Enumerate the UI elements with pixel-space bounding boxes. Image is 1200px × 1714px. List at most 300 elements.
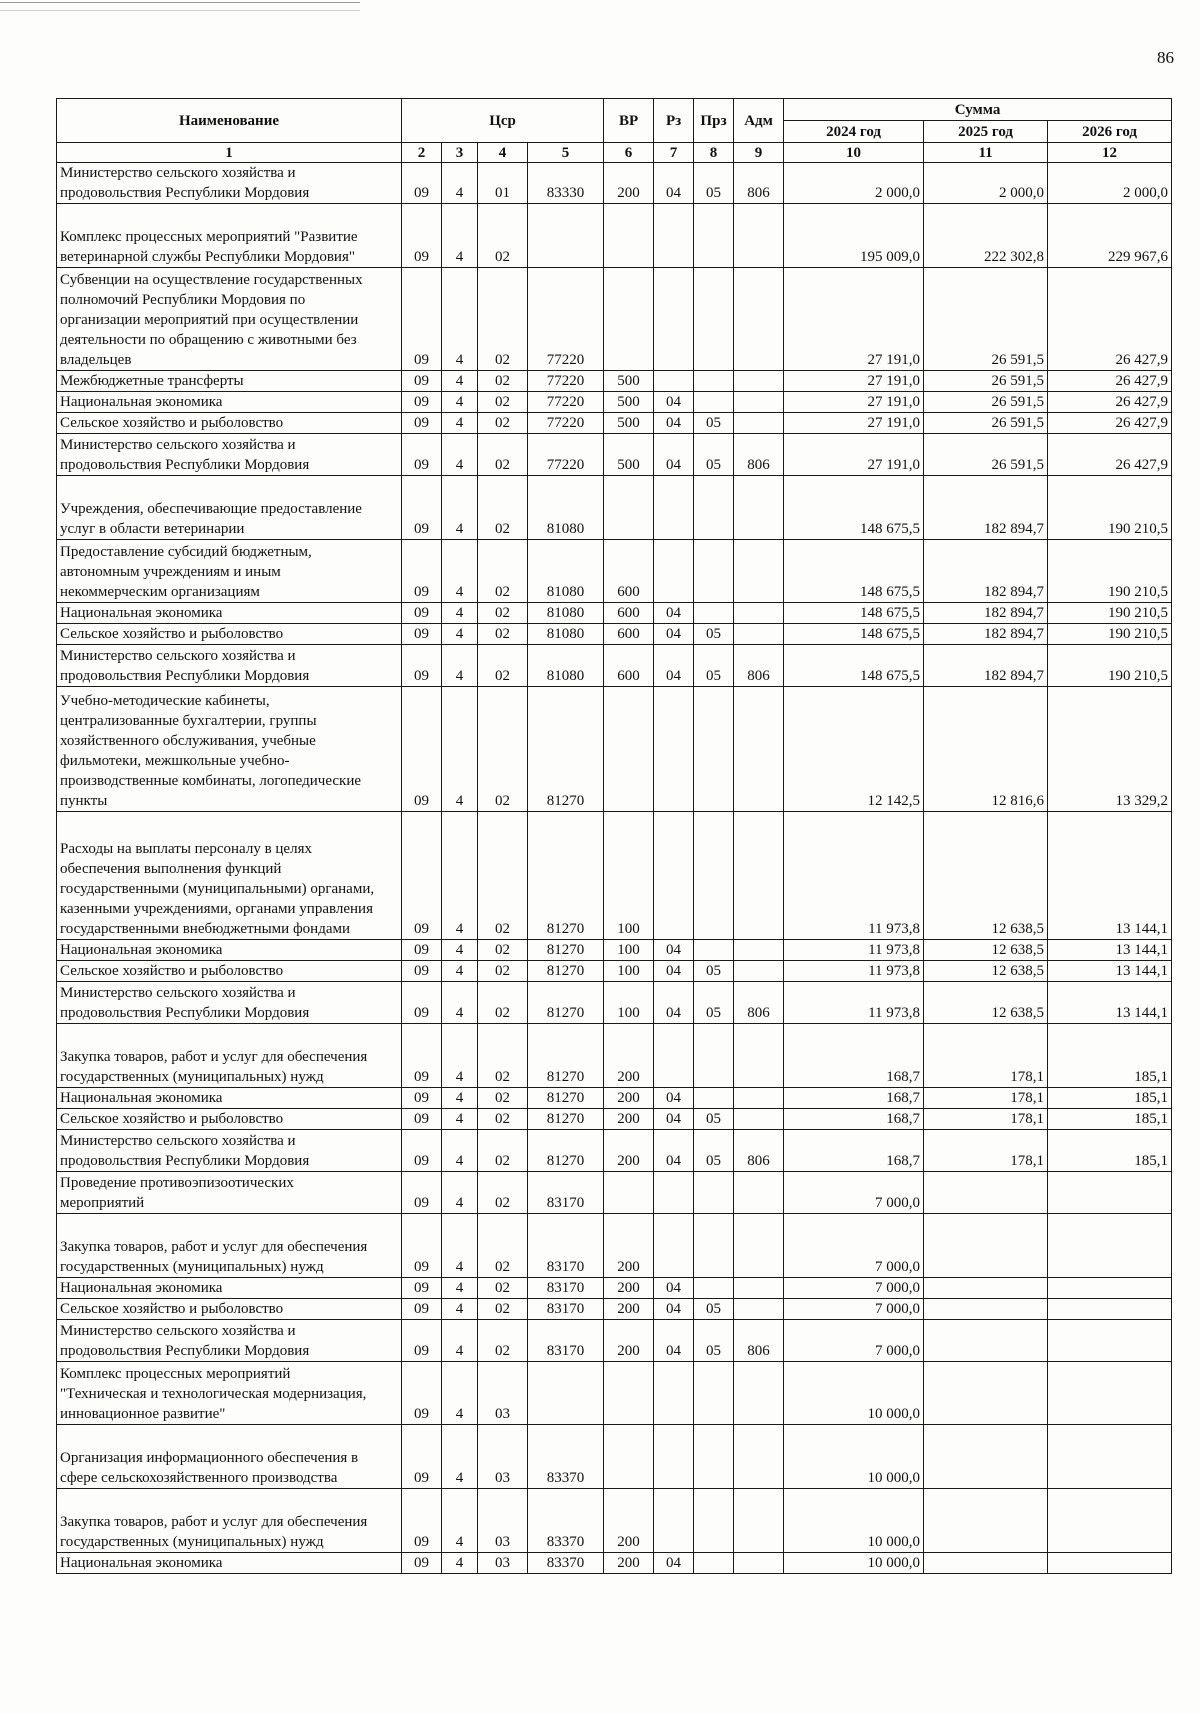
csr-4-cell: 81080 xyxy=(528,624,604,645)
csr-1-cell: 09 xyxy=(402,603,442,624)
name-cell: Предоставление субсидий бюджетным, автономным учреждениям и иным некоммерческим организациям xyxy=(57,540,402,603)
csr-2-cell: 4 xyxy=(442,540,478,603)
amount-2025-cell xyxy=(924,1320,1048,1362)
vr-cell: 600 xyxy=(604,603,654,624)
prz-cell xyxy=(694,812,734,940)
name-cell: Национальная экономика xyxy=(57,1088,402,1109)
csr-2-cell: 4 xyxy=(442,1088,478,1109)
amount-2024-cell: 168,7 xyxy=(784,1024,924,1088)
prz-cell: 05 xyxy=(694,1130,734,1172)
csr-2-cell: 4 xyxy=(442,1299,478,1320)
amount-2025-cell: 182 894,7 xyxy=(924,540,1048,603)
amount-2026-cell: 13 329,2 xyxy=(1048,687,1172,812)
csr-2-cell: 4 xyxy=(442,1214,478,1278)
name-cell: Национальная экономика xyxy=(57,1278,402,1299)
amount-2026-cell: 13 144,1 xyxy=(1048,940,1172,961)
table-row xyxy=(57,1362,1172,1425)
csr-1-cell: 09 xyxy=(402,1172,442,1214)
rz-cell xyxy=(654,371,694,392)
csr-3-cell: 02 xyxy=(478,1130,528,1172)
amount-2025-cell: 26 591,5 xyxy=(924,413,1048,434)
header-prz: Прз xyxy=(694,99,734,143)
rz-cell: 04 xyxy=(654,961,694,982)
prz-cell: 05 xyxy=(694,163,734,204)
scan-edge-line xyxy=(0,10,360,11)
prz-cell: 05 xyxy=(694,645,734,687)
vr-cell: 200 xyxy=(604,163,654,204)
amount-2026-cell: 26 427,9 xyxy=(1048,392,1172,413)
table-row xyxy=(57,1425,1172,1489)
header-year-2025: 2025 год xyxy=(924,121,1048,143)
adm-cell xyxy=(734,1024,784,1088)
csr-2-cell: 4 xyxy=(442,1109,478,1130)
rz-cell xyxy=(654,1425,694,1489)
csr-2-cell: 4 xyxy=(442,624,478,645)
amount-2025-cell: 182 894,7 xyxy=(924,624,1048,645)
csr-3-cell: 02 xyxy=(478,434,528,476)
vr-cell: 500 xyxy=(604,413,654,434)
amount-2024-cell: 7 000,0 xyxy=(784,1278,924,1299)
csr-4-cell: 77220 xyxy=(528,413,604,434)
name-cell: Министерство сельского хозяйства и продовольствия Республики Мордовия xyxy=(57,1320,402,1362)
amount-2026-cell: 13 144,1 xyxy=(1048,982,1172,1024)
table-row xyxy=(57,540,1172,603)
amount-2026-cell: 190 210,5 xyxy=(1048,645,1172,687)
column-number-cell: 7 xyxy=(654,143,694,163)
amount-2024-cell: 11 973,8 xyxy=(784,982,924,1024)
vr-cell: 600 xyxy=(604,624,654,645)
csr-3-cell: 03 xyxy=(478,1362,528,1425)
vr-cell: 500 xyxy=(604,392,654,413)
name-cell: Министерство сельского хозяйства и продовольствия Республики Мордовия xyxy=(57,434,402,476)
amount-2025-cell: 12 638,5 xyxy=(924,812,1048,940)
csr-1-cell: 09 xyxy=(402,413,442,434)
csr-2-cell: 4 xyxy=(442,1553,478,1574)
column-number-cell: 6 xyxy=(604,143,654,163)
prz-cell: 05 xyxy=(694,1109,734,1130)
name-cell: Сельское хозяйство и рыболовство xyxy=(57,1299,402,1320)
name-cell: Сельское хозяйство и рыболовство xyxy=(57,961,402,982)
csr-4-cell: 77220 xyxy=(528,434,604,476)
rz-cell: 04 xyxy=(654,1109,694,1130)
csr-3-cell: 02 xyxy=(478,961,528,982)
csr-4-cell: 77220 xyxy=(528,268,604,371)
csr-4-cell: 83330 xyxy=(528,163,604,204)
amount-2026-cell: 190 210,5 xyxy=(1048,540,1172,603)
amount-2024-cell: 7 000,0 xyxy=(784,1214,924,1278)
table-row xyxy=(57,1553,1172,1574)
csr-2-cell: 4 xyxy=(442,434,478,476)
prz-cell xyxy=(694,204,734,268)
amount-2025-cell xyxy=(924,1214,1048,1278)
amount-2026-cell: 26 427,9 xyxy=(1048,268,1172,371)
csr-3-cell: 01 xyxy=(478,163,528,204)
name-cell: Национальная экономика xyxy=(57,1553,402,1574)
csr-2-cell: 4 xyxy=(442,204,478,268)
column-number-row xyxy=(57,143,1172,163)
csr-1-cell: 09 xyxy=(402,645,442,687)
adm-cell xyxy=(734,603,784,624)
adm-cell xyxy=(734,268,784,371)
csr-2-cell: 4 xyxy=(442,268,478,371)
amount-2024-cell: 148 675,5 xyxy=(784,603,924,624)
csr-3-cell: 03 xyxy=(478,1489,528,1553)
csr-3-cell: 02 xyxy=(478,812,528,940)
name-cell: Сельское хозяйство и рыболовство xyxy=(57,1109,402,1130)
adm-cell xyxy=(734,1214,784,1278)
column-number-cell: 4 xyxy=(478,143,528,163)
amount-2024-cell: 27 191,0 xyxy=(784,268,924,371)
rz-cell xyxy=(654,812,694,940)
prz-cell xyxy=(694,476,734,540)
csr-3-cell: 02 xyxy=(478,1320,528,1362)
csr-1-cell: 09 xyxy=(402,540,442,603)
csr-3-cell: 02 xyxy=(478,1278,528,1299)
prz-cell: 05 xyxy=(694,1299,734,1320)
csr-3-cell: 02 xyxy=(478,687,528,812)
csr-4-cell: 83170 xyxy=(528,1214,604,1278)
vr-cell: 200 xyxy=(604,1299,654,1320)
amount-2024-cell: 148 675,5 xyxy=(784,624,924,645)
rz-cell: 04 xyxy=(654,603,694,624)
amount-2025-cell: 12 816,6 xyxy=(924,687,1048,812)
table-row xyxy=(57,645,1172,687)
prz-cell xyxy=(694,1362,734,1425)
csr-1-cell: 09 xyxy=(402,204,442,268)
amount-2025-cell xyxy=(924,1425,1048,1489)
amount-2024-cell: 195 009,0 xyxy=(784,204,924,268)
csr-3-cell: 02 xyxy=(478,392,528,413)
prz-cell xyxy=(694,1214,734,1278)
rz-cell: 04 xyxy=(654,1320,694,1362)
csr-3-cell: 02 xyxy=(478,982,528,1024)
csr-1-cell: 09 xyxy=(402,812,442,940)
amount-2025-cell: 182 894,7 xyxy=(924,603,1048,624)
rz-cell xyxy=(654,476,694,540)
rz-cell: 04 xyxy=(654,392,694,413)
rz-cell: 04 xyxy=(654,645,694,687)
amount-2025-cell: 222 302,8 xyxy=(924,204,1048,268)
name-cell: Сельское хозяйство и рыболовство xyxy=(57,624,402,645)
csr-1-cell: 09 xyxy=(402,1320,442,1362)
vr-cell xyxy=(604,268,654,371)
prz-cell: 05 xyxy=(694,961,734,982)
csr-3-cell: 03 xyxy=(478,1553,528,1574)
csr-1-cell: 09 xyxy=(402,392,442,413)
csr-2-cell: 4 xyxy=(442,1489,478,1553)
csr-2-cell: 4 xyxy=(442,603,478,624)
csr-1-cell: 09 xyxy=(402,1088,442,1109)
amount-2026-cell: 185,1 xyxy=(1048,1130,1172,1172)
table-row xyxy=(57,1024,1172,1088)
rz-cell xyxy=(654,204,694,268)
csr-1-cell: 09 xyxy=(402,163,442,204)
amount-2025-cell: 26 591,5 xyxy=(924,371,1048,392)
vr-cell: 200 xyxy=(604,1109,654,1130)
header-summa: Сумма xyxy=(784,99,1172,121)
prz-cell xyxy=(694,540,734,603)
name-cell: Комплекс процессных мероприятий "Развитие ветеринарной службы Республики Мордовия" xyxy=(57,204,402,268)
rz-cell: 04 xyxy=(654,434,694,476)
amount-2026-cell: 2 000,0 xyxy=(1048,163,1172,204)
rz-cell: 04 xyxy=(654,1553,694,1574)
csr-3-cell: 02 xyxy=(478,1109,528,1130)
table-row xyxy=(57,603,1172,624)
csr-1-cell: 09 xyxy=(402,687,442,812)
csr-4-cell: 83170 xyxy=(528,1278,604,1299)
csr-2-cell: 4 xyxy=(442,476,478,540)
table-row xyxy=(57,392,1172,413)
amount-2025-cell: 178,1 xyxy=(924,1088,1048,1109)
vr-cell: 200 xyxy=(604,1489,654,1553)
amount-2025-cell: 12 638,5 xyxy=(924,961,1048,982)
csr-3-cell: 02 xyxy=(478,1299,528,1320)
amount-2024-cell: 7 000,0 xyxy=(784,1320,924,1362)
csr-3-cell: 02 xyxy=(478,268,528,371)
rz-cell xyxy=(654,1362,694,1425)
amount-2025-cell: 178,1 xyxy=(924,1130,1048,1172)
name-cell: Национальная экономика xyxy=(57,940,402,961)
name-cell: Министерство сельского хозяйства и продовольствия Республики Мордовия xyxy=(57,1130,402,1172)
csr-1-cell: 09 xyxy=(402,1109,442,1130)
vr-cell xyxy=(604,1172,654,1214)
name-cell: Министерство сельского хозяйства и продовольствия Республики Мордовия xyxy=(57,645,402,687)
vr-cell: 100 xyxy=(604,812,654,940)
name-cell: Учебно-методические кабинеты, централизованные бухгалтерии, группы хозяйственного обслуживания, учебные фильмотеки, межшкольные учебно- производственные комбинаты, логопедические пункты xyxy=(57,687,402,812)
csr-4-cell: 81080 xyxy=(528,603,604,624)
table-row xyxy=(57,1109,1172,1130)
adm-cell: 806 xyxy=(734,434,784,476)
amount-2026-cell: 190 210,5 xyxy=(1048,624,1172,645)
csr-4-cell xyxy=(528,1362,604,1425)
amount-2026-cell: 13 144,1 xyxy=(1048,812,1172,940)
adm-cell xyxy=(734,371,784,392)
csr-1-cell: 09 xyxy=(402,1024,442,1088)
csr-2-cell: 4 xyxy=(442,413,478,434)
adm-cell: 806 xyxy=(734,1320,784,1362)
amount-2026-cell: 185,1 xyxy=(1048,1109,1172,1130)
table-row xyxy=(57,982,1172,1024)
vr-cell xyxy=(604,1362,654,1425)
csr-2-cell: 4 xyxy=(442,982,478,1024)
header-name: Наименование xyxy=(57,99,402,143)
amount-2025-cell xyxy=(924,1489,1048,1553)
csr-3-cell: 02 xyxy=(478,371,528,392)
amount-2026-cell: 26 427,9 xyxy=(1048,434,1172,476)
csr-3-cell: 02 xyxy=(478,413,528,434)
adm-cell xyxy=(734,1299,784,1320)
csr-2-cell: 4 xyxy=(442,371,478,392)
csr-4-cell: 83370 xyxy=(528,1425,604,1489)
amount-2024-cell: 12 142,5 xyxy=(784,687,924,812)
prz-cell xyxy=(694,687,734,812)
amount-2026-cell xyxy=(1048,1425,1172,1489)
csr-4-cell: 81080 xyxy=(528,476,604,540)
amount-2026-cell: 13 144,1 xyxy=(1048,961,1172,982)
vr-cell: 100 xyxy=(604,982,654,1024)
table-body xyxy=(57,163,1172,1574)
amount-2024-cell: 148 675,5 xyxy=(784,476,924,540)
vr-cell xyxy=(604,476,654,540)
csr-1-cell: 09 xyxy=(402,961,442,982)
prz-cell: 05 xyxy=(694,1320,734,1362)
csr-4-cell: 81270 xyxy=(528,812,604,940)
csr-1-cell: 09 xyxy=(402,1362,442,1425)
csr-4-cell: 81270 xyxy=(528,687,604,812)
rz-cell: 04 xyxy=(654,413,694,434)
adm-cell: 806 xyxy=(734,163,784,204)
amount-2026-cell: 185,1 xyxy=(1048,1088,1172,1109)
csr-3-cell: 02 xyxy=(478,624,528,645)
name-cell: Закупка товаров, работ и услуг для обеспечения государственных (муниципальных) нужд xyxy=(57,1489,402,1553)
name-cell: Министерство сельского хозяйства и продовольствия Республики Мордовия xyxy=(57,982,402,1024)
csr-4-cell: 77220 xyxy=(528,392,604,413)
name-cell: Национальная экономика xyxy=(57,392,402,413)
column-number-cell: 3 xyxy=(442,143,478,163)
csr-2-cell: 4 xyxy=(442,1024,478,1088)
csr-1-cell: 09 xyxy=(402,982,442,1024)
adm-cell xyxy=(734,940,784,961)
table-row xyxy=(57,1088,1172,1109)
prz-cell xyxy=(694,1425,734,1489)
prz-cell xyxy=(694,371,734,392)
adm-cell xyxy=(734,1489,784,1553)
table-row xyxy=(57,371,1172,392)
csr-1-cell: 09 xyxy=(402,476,442,540)
adm-cell xyxy=(734,812,784,940)
csr-4-cell: 81270 xyxy=(528,1130,604,1172)
vr-cell: 200 xyxy=(604,1024,654,1088)
rz-cell: 04 xyxy=(654,1299,694,1320)
vr-cell xyxy=(604,204,654,268)
amount-2024-cell: 10 000,0 xyxy=(784,1425,924,1489)
adm-cell xyxy=(734,1362,784,1425)
csr-3-cell: 02 xyxy=(478,645,528,687)
csr-4-cell: 77220 xyxy=(528,371,604,392)
name-cell: Национальная экономика xyxy=(57,603,402,624)
csr-4-cell: 83170 xyxy=(528,1320,604,1362)
amount-2024-cell: 10 000,0 xyxy=(784,1553,924,1574)
name-cell: Закупка товаров, работ и услуг для обеспечения государственных (муниципальных) нужд xyxy=(57,1214,402,1278)
budget-table xyxy=(56,98,1172,1574)
amount-2026-cell xyxy=(1048,1489,1172,1553)
amount-2024-cell: 11 973,8 xyxy=(784,812,924,940)
table-row xyxy=(57,163,1172,204)
csr-3-cell: 02 xyxy=(478,540,528,603)
csr-3-cell: 03 xyxy=(478,1425,528,1489)
amount-2026-cell: 229 967,6 xyxy=(1048,204,1172,268)
csr-2-cell: 4 xyxy=(442,1172,478,1214)
vr-cell: 500 xyxy=(604,371,654,392)
csr-3-cell: 02 xyxy=(478,603,528,624)
prz-cell xyxy=(694,940,734,961)
name-cell: Сельское хозяйство и рыболовство xyxy=(57,413,402,434)
vr-cell: 200 xyxy=(604,1214,654,1278)
csr-1-cell: 09 xyxy=(402,1425,442,1489)
adm-cell xyxy=(734,687,784,812)
csr-1-cell: 09 xyxy=(402,624,442,645)
vr-cell: 200 xyxy=(604,1553,654,1574)
vr-cell: 100 xyxy=(604,961,654,982)
amount-2025-cell: 178,1 xyxy=(924,1024,1048,1088)
csr-2-cell: 4 xyxy=(442,1130,478,1172)
table-row xyxy=(57,1278,1172,1299)
csr-2-cell: 4 xyxy=(442,1425,478,1489)
table-row xyxy=(57,1172,1172,1214)
amount-2024-cell: 10 000,0 xyxy=(784,1362,924,1425)
csr-1-cell: 09 xyxy=(402,268,442,371)
rz-cell: 04 xyxy=(654,624,694,645)
prz-cell: 05 xyxy=(694,982,734,1024)
csr-4-cell: 81270 xyxy=(528,982,604,1024)
amount-2025-cell: 12 638,5 xyxy=(924,982,1048,1024)
adm-cell xyxy=(734,413,784,434)
csr-2-cell: 4 xyxy=(442,1320,478,1362)
csr-2-cell: 4 xyxy=(442,163,478,204)
rz-cell: 04 xyxy=(654,1088,694,1109)
column-number-cell: 11 xyxy=(924,143,1048,163)
prz-cell xyxy=(694,1172,734,1214)
vr-cell: 500 xyxy=(604,434,654,476)
vr-cell: 600 xyxy=(604,540,654,603)
amount-2025-cell: 178,1 xyxy=(924,1109,1048,1130)
csr-2-cell: 4 xyxy=(442,392,478,413)
csr-3-cell: 02 xyxy=(478,476,528,540)
csr-1-cell: 09 xyxy=(402,1299,442,1320)
column-number-cell: 10 xyxy=(784,143,924,163)
amount-2025-cell xyxy=(924,1553,1048,1574)
prz-cell xyxy=(694,603,734,624)
csr-2-cell: 4 xyxy=(442,645,478,687)
amount-2024-cell: 11 973,8 xyxy=(784,961,924,982)
table-row xyxy=(57,434,1172,476)
adm-cell xyxy=(734,1172,784,1214)
name-cell: Расходы на выплаты персоналу в целях обеспечения выполнения функций государственными (муниципальными) органами, казенными учреждениями, органами управления государственными внебюджетными фондами xyxy=(57,812,402,940)
table-row xyxy=(57,1489,1172,1553)
column-number-cell: 9 xyxy=(734,143,784,163)
amount-2025-cell: 26 591,5 xyxy=(924,434,1048,476)
csr-2-cell: 4 xyxy=(442,940,478,961)
rz-cell xyxy=(654,1172,694,1214)
name-cell: Проведение противоэпизоотических мероприятий xyxy=(57,1172,402,1214)
table-row xyxy=(57,1320,1172,1362)
csr-1-cell: 09 xyxy=(402,434,442,476)
amount-2024-cell: 27 191,0 xyxy=(784,434,924,476)
adm-cell xyxy=(734,476,784,540)
amount-2024-cell: 148 675,5 xyxy=(784,540,924,603)
scan-edge-line xyxy=(0,2,360,3)
rz-cell: 04 xyxy=(654,163,694,204)
amount-2026-cell: 26 427,9 xyxy=(1048,371,1172,392)
name-cell: Закупка товаров, работ и услуг для обеспечения государственных (муниципальных) нужд xyxy=(57,1024,402,1088)
rz-cell xyxy=(654,1489,694,1553)
csr-1-cell: 09 xyxy=(402,1553,442,1574)
amount-2024-cell: 168,7 xyxy=(784,1109,924,1130)
rz-cell: 04 xyxy=(654,940,694,961)
csr-1-cell: 09 xyxy=(402,371,442,392)
adm-cell xyxy=(734,1088,784,1109)
amount-2024-cell: 168,7 xyxy=(784,1088,924,1109)
csr-4-cell: 81080 xyxy=(528,645,604,687)
amount-2024-cell: 27 191,0 xyxy=(784,413,924,434)
rz-cell: 04 xyxy=(654,1278,694,1299)
column-number-cell: 2 xyxy=(402,143,442,163)
table-row xyxy=(57,1214,1172,1278)
amount-2025-cell xyxy=(924,1362,1048,1425)
adm-cell xyxy=(734,204,784,268)
adm-cell: 806 xyxy=(734,1130,784,1172)
page-number: 86 xyxy=(1157,48,1174,67)
